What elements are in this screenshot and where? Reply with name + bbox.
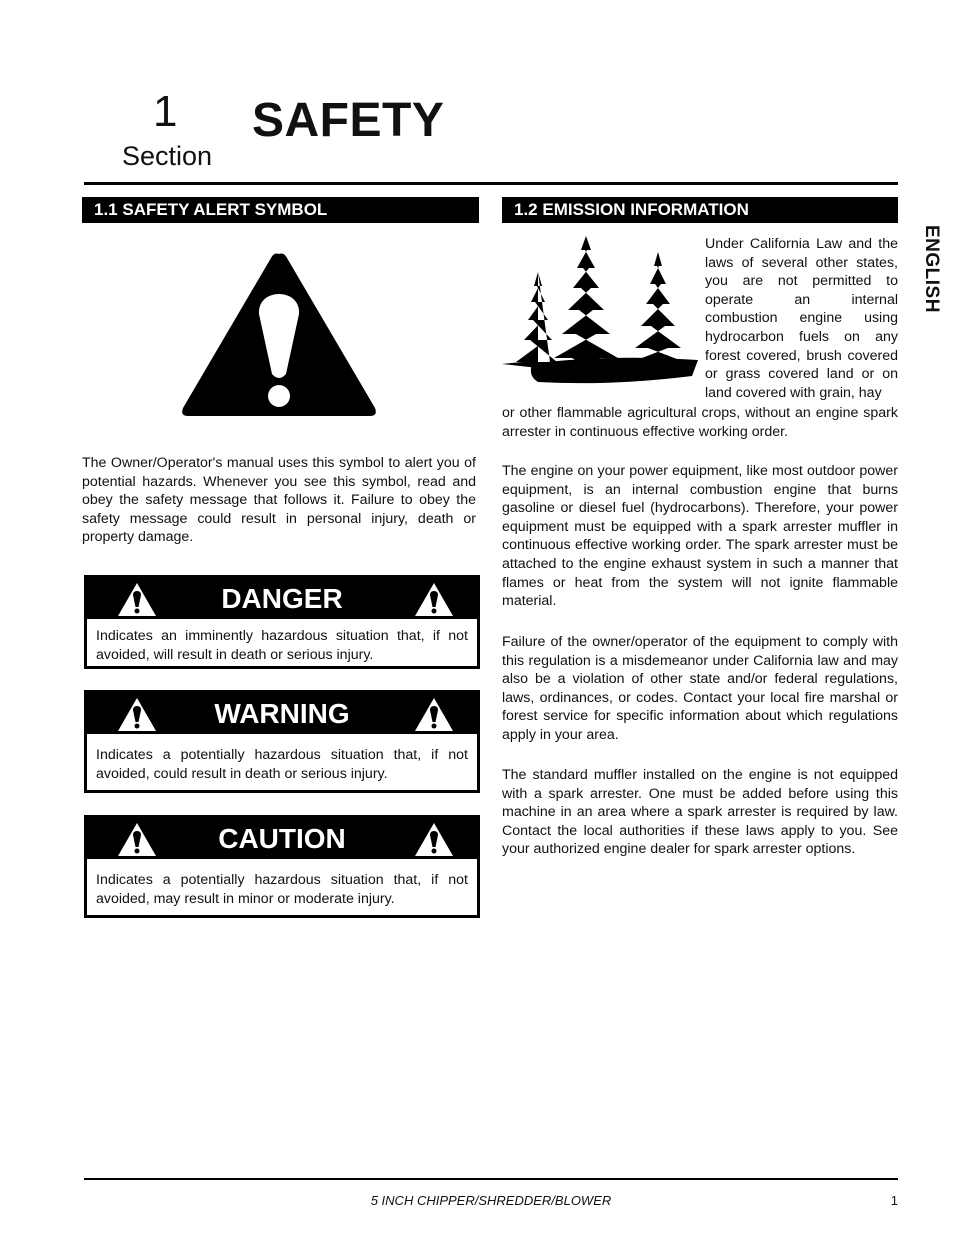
emission-paragraph-4: The standard muffler installed on the engine is not equipped with a spark arrester. One must be added before using this machine in an area where a spark arrester is required by law. Contact the local authorities if these laws apply to you. See your authorized engine dealer for spark arrester options. — [502, 767, 898, 858]
caution-description: Indicates a potentially hazardous situation that, if not avoided, may result in minor or moderate injury. — [96, 872, 468, 907]
warning-triangle-icon — [414, 822, 454, 857]
emission-paragraph-1-bottom: or other flammable agricultural crops, without an engine spark arrester in continuous effective working order. — [502, 405, 898, 440]
warning-triangle-icon — [414, 582, 454, 617]
heading-emission-information: 1.2 EMISSION INFORMATION — [502, 197, 898, 223]
safety-alert-symbol-icon — [180, 250, 378, 418]
section-label: Section — [122, 141, 213, 171]
caution-header — [87, 818, 477, 859]
warning-triangle-icon — [414, 697, 454, 732]
danger-signal-word: DANGER — [221, 583, 343, 614]
language-side-tab-label: ENGLISH — [921, 225, 942, 313]
page-number: 1 — [890, 1193, 898, 1208]
danger-signal-box — [84, 575, 480, 669]
warning-signal-word: WARNING — [214, 698, 350, 729]
warning-signal-box — [84, 690, 480, 793]
emission-paragraph-3: Failure of the owner/operator of the equipment to comply with this regulation is a misdemeanor under California law and may also be a violation of other state and/or federal regulations, laws, ordinances, or codes. Contact your local fire marshal or forest service for specific information about which regulations apply in your area. — [502, 634, 898, 743]
section-number: 1 — [153, 87, 178, 136]
page-title: SAFETY — [252, 94, 445, 147]
caution-signal-word: CAUTION — [218, 823, 346, 854]
danger-header — [87, 578, 477, 619]
caution-signal-box — [84, 815, 480, 918]
alert-symbol-description: The Owner/Operator's manual uses this symbol to alert you of potential hazards. Whenever you see this symbol, read and obey the safety message that follows it. Failure to obey the safety message could result in personal injury, death or property damage. — [82, 455, 476, 546]
language-side-tab — [912, 225, 946, 335]
emission-paragraph-1-top: Under California Law and the laws of several other states, you are not permitted to operate an internal combustion engine using hydrocarbon fuels on any forest covered, brush covered or grass covered land or on land covered with grain, hay — [705, 236, 898, 401]
header-rule — [84, 182, 898, 185]
danger-description: Indicates an imminently hazardous situation that, if not avoided, will result in death or serious injury. — [96, 628, 468, 663]
heading-safety-alert-symbol: 1.1 SAFETY ALERT SYMBOL — [82, 197, 479, 223]
warning-header — [87, 693, 477, 734]
emission-paragraph-2: The engine on your power equipment, like most outdoor power equipment, is an internal combustion engine that burns gasoline or diesel fuel (hydrocarbons). Therefore, your power equipment must be equipped with a spark arrester muffler in continuous effective working order. The spark arrester must be attached to the engine exhaust system in such a manner that flames or heat from the system will not ignite flammable material. — [502, 463, 898, 610]
footer-rule — [84, 1178, 898, 1180]
footer-title: 5 INCH CHIPPER/SHREDDER/BLOWER — [370, 1193, 612, 1208]
warning-description: Indicates a potentially hazardous situation that, if not avoided, could result in death or serious injury. — [96, 747, 468, 782]
forest-trees-icon — [502, 236, 698, 384]
